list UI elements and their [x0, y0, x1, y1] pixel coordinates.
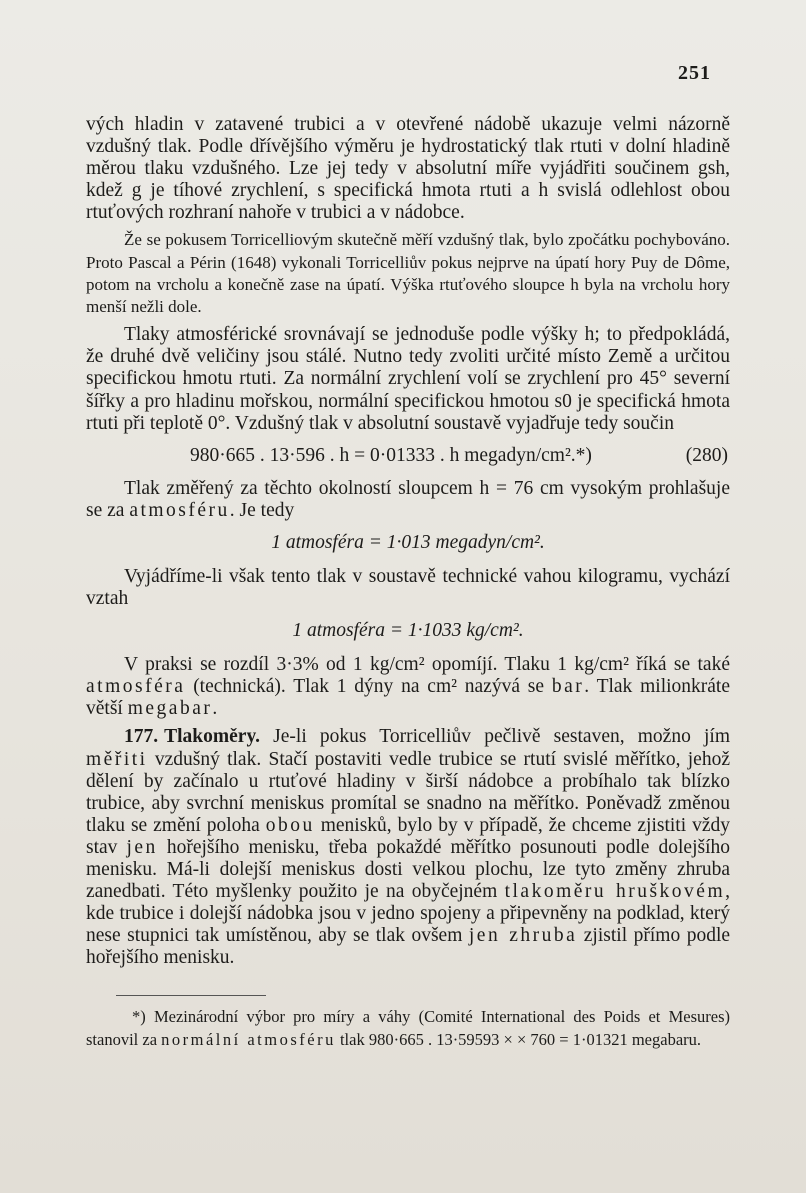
term-jen-zhruba: jen zhruba [468, 925, 578, 947]
paragraph-7-text-a: Je-li pokus Torricelliův pečlivě sestaven, možno jím [260, 726, 730, 748]
term-bar: bar [551, 676, 585, 698]
footnote [86, 1006, 730, 1051]
footnote-divider [116, 995, 266, 996]
term-normalni-atmosfera: normální atmosféru [161, 1029, 336, 1049]
paragraph-6-text-a: V praksi se rozdíl 3·3% od 1 kg/cm² opomíjí. Tlaku 1 kg/cm² říká se také [124, 654, 730, 676]
paragraph-6-end: . [212, 698, 218, 720]
footnote-text-a: *) Mezinárodní výbor pro míry a váhy (Comité International des Poids et Mesures) stanovil za [86, 1007, 730, 1049]
equation-280 [86, 445, 730, 467]
term-jen: jen [126, 836, 158, 858]
paragraph-7 [86, 726, 730, 969]
paragraph-5: Vyjádříme-li však tento tlak v soustavě technické vahou kilogramu, vychází vztah [86, 565, 730, 610]
paragraph-7-text-g: hořejšího menisku, třeba pokaždé měřítko posunouti podle dolejšího menisku. Má-li dolejší meniskus dosti velkou plochu, lze tyto změny zhruba zanedbati. Této myšlenky použito je na obyčejném [86, 836, 731, 903]
equation-atmosfera-1: 1 atmosféra = 1·013 megadyn/cm². [271, 531, 545, 553]
paragraph-6 [86, 654, 730, 720]
page-number: 251 [678, 62, 711, 84]
footnote-text-c: tlak 980·665 . 13·59593 × × 760 = 1·01321 megabaru. [335, 1029, 702, 1049]
term-obou: obou [265, 814, 315, 836]
main-text [86, 114, 730, 1051]
paragraph-3: Tlaky atmosférické srovnávají se jednoduše podle výšky h; to předpokládá, že druhé dvě veličiny jsou stálé. Nutno tedy zvoliti určité místo Země a určitou specifickou hmotu rtuti. Za normální zrychlení volí se zrychlení pro 45° severní šířky a pro hladinu mořskou, normální specifickou hmotou s0 je specifická hmota rtuti při teplotě 0°. Vzdušný tlak v absolutní soustavě vyjadřuje tedy součin [86, 324, 730, 434]
paragraph-4-text: Tlak změřený za těchto okolností sloupcem h = 76 cm vysokým prohlašuje se za [86, 477, 730, 521]
term-atmosfera: atmosféru [129, 499, 230, 521]
term-tlakomer-hruskovy: tlakoměru hruškovém [504, 881, 726, 903]
section-number: 177. [124, 726, 159, 748]
paragraph-7-text-e: menisků, bylo by v případě, že chceme zjistiti vždy stav [86, 814, 730, 858]
paragraph-7-end: zjistil přímo podle hořejšího menisku. [86, 925, 731, 969]
paragraph-6-text-e: . Tlak milionkráte větší [86, 676, 731, 720]
equation-280-formula: 980·665 . 13·596 . h = 0·01333 . h megadyn/cm².*) [190, 444, 592, 466]
term-atmosfera-technicka: atmosféra [86, 676, 186, 698]
paragraph-6-text-c: (technická). Tlak 1 dýny na cm² nazývá se [185, 676, 552, 698]
section-title: Tlakoměry. [164, 726, 260, 748]
term-megabar: megabar [127, 698, 213, 720]
equation-atmosfera-2: 1 atmosféra = 1·1033 kg/cm². [292, 620, 524, 642]
term-meriti: měřiti [86, 748, 148, 770]
equation-280-number: (280) [685, 444, 728, 466]
paragraph-7-text-i: , kde trubice i dolejší nádobka jsou v jedno spojeny a připevněny na podklad, který nese stupnici tak umístěnou, aby se tlak ovšem [86, 881, 731, 947]
paragraph-1: vých hladin v zatavené trubici a v otevřené nádobě ukazuje velmi názorně vzdušný tlak. Podle dřívějšího výměru je hydrostatický tlak rtuti v dolní hladině měrou tlaku vzdušného. Lze jej tedy v absolutní míře vyjádřiti součinem gsh, kdež g je tíhové zrychlení, s specifická hmota rtuti a h svislá odlehlost obou rtuťových rozhraní nahoře v trubici a v nádobce. [86, 114, 730, 224]
paragraph-4-end: . Je tedy [229, 499, 295, 521]
paragraph-2: Že se pokusem Torricelliovým skutečně měří vzdušný tlak, bylo zpočátku pochybováno. Proto Pascal a Périn (1648) vykonali Torricelliův pokus nejprve na úpatí hory Puy de Dôme, potom na vrcholu a konečně zase na úpatí. Výška rtuťového sloupce h byla na vrcholu hory menší nežli dole. [86, 230, 730, 317]
paragraph-7-text-c: vzdušný tlak. Stačí postaviti vedle trubice se rtutí svislé měřítko, jehož dělení by začínalo u rtuťové hladiny v širší nádobce a probíhalo tak blízko trubice, aby svrchní meniskus promítal se snadno na měřítko. Poněvadž změnou tlaku se změní poloha [86, 748, 730, 836]
paragraph-4 [86, 478, 730, 522]
